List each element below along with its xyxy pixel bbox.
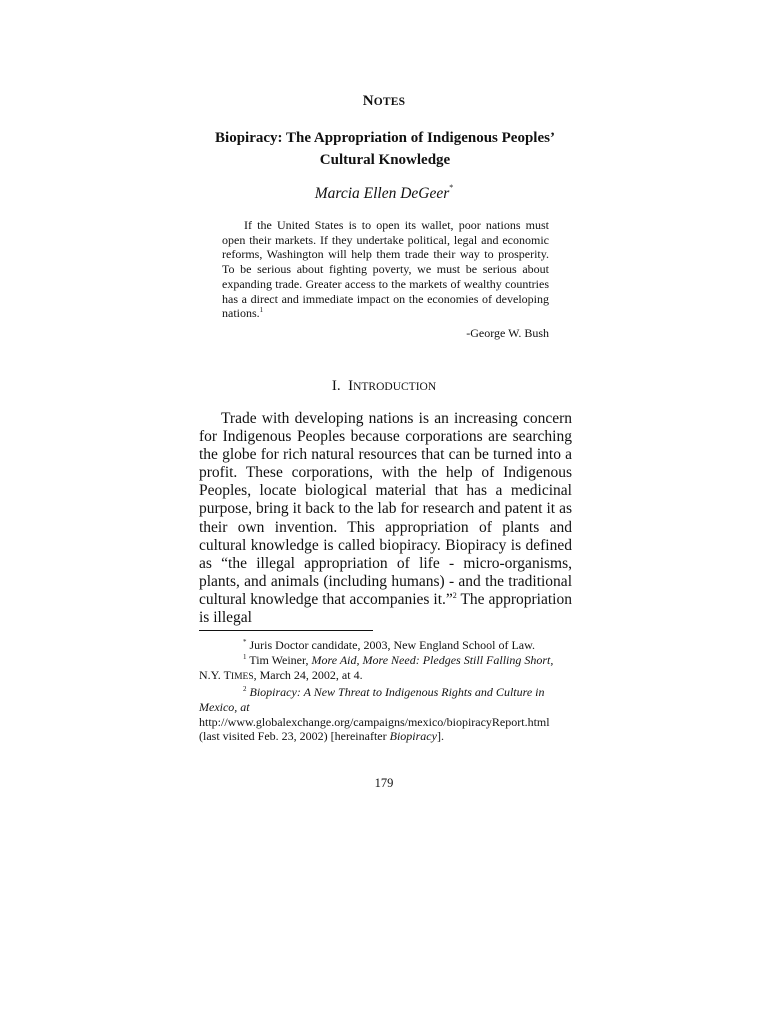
footnote-1-publication: N.Y. T xyxy=(199,667,231,682)
footnote-1-lead: Tim Weiner, xyxy=(246,652,312,667)
footnote-1-title: More Aid, More Need: Pledges Still Falling Short, xyxy=(311,652,554,667)
section-heading-initial: I xyxy=(348,378,354,394)
footnote-2-url: http://www.globalexchange.org/campaigns/mexico/biopiracyReport.html xyxy=(199,714,550,729)
footnotes xyxy=(199,638,574,744)
section-label-initial: N xyxy=(362,93,374,109)
footnote-1-marker: 1 xyxy=(243,652,247,661)
article-title-line-2: Cultural Knowledge xyxy=(319,152,451,168)
section-heading xyxy=(0,378,768,395)
epigraph-footnote-marker: 1 xyxy=(259,306,264,315)
footnote-star-text: Juris Doctor candidate, 2003, New England School of Law. xyxy=(246,638,535,652)
section-label-rest: OTES xyxy=(373,96,406,108)
author-byline xyxy=(0,183,768,203)
author-name: Marcia Ellen DeGeer xyxy=(314,185,450,202)
footnote-star xyxy=(199,638,574,653)
section-heading-rest: NTRODUCTION xyxy=(353,381,437,393)
article-title xyxy=(200,127,570,171)
section-label xyxy=(0,93,768,110)
footnote-2-title: Biopiracy: A New Threat to Indigenous Rights and Culture in Mexico, at xyxy=(199,684,545,714)
footnote-divider xyxy=(199,630,373,631)
footnote-2-tail xyxy=(199,729,574,744)
footnote-2-tail-end: ]. xyxy=(436,729,444,744)
footnote-2-marker: 2 xyxy=(243,684,247,693)
article-title-line-1: Biopiracy: The Appropriation of Indigenous Peoples’ xyxy=(215,130,555,146)
author-footnote-marker: * xyxy=(449,183,454,192)
epigraph-text: If the United States is to open its wallet, poor nations must open their markets. If they undertake political, legal and economic reforms, Washington will help them trade their way to prosperity. To be serious about fighting poverty, we must be serious about expanding trade. Greater access to the markets of wealthy countries has a direct and immediate impact on the economies of developing nations. xyxy=(222,218,549,321)
footnote-2-tail-text: (last visited Feb. 23, 2002) [hereinafter xyxy=(199,729,390,744)
epigraph-quote xyxy=(222,218,549,321)
footnote-star-marker: * xyxy=(243,638,247,646)
footnote-1-publication-smallcaps: IMES xyxy=(230,671,254,682)
epigraph-attribution: -George W. Bush xyxy=(466,326,549,340)
body-text-part-1: Trade with developing nations is an increasing concern for Indigenous Peoples because corporations are searching the globe for rich natural resources that can be turned into a profit. These corporations, with the help of Indigenous Peoples, locate biological material that has a medicinal purpose, bring it back to the lab for research and patent it as their own invention. This appropriation of plants and cultural knowledge is called biopiracy. Biopiracy is defined as “the illegal appropriation of life - micro-organisms, plants, and animals (including humans) - and the traditional cultural knowledge that accompanies it.” xyxy=(199,410,572,608)
footnote-2-short-title: Biopiracy xyxy=(389,729,437,744)
body-text-part-2: The appropriation is illegal xyxy=(199,590,572,627)
section-heading-numeral: I. xyxy=(331,378,341,394)
page-number: 179 xyxy=(374,776,394,790)
body-footnote-marker: 2 xyxy=(452,590,457,600)
body-paragraph xyxy=(199,410,572,627)
footnote-2 xyxy=(199,685,574,715)
footnote-1 xyxy=(199,653,574,685)
footnote-1-tail: , March 24, 2002, at 4. xyxy=(253,667,363,682)
